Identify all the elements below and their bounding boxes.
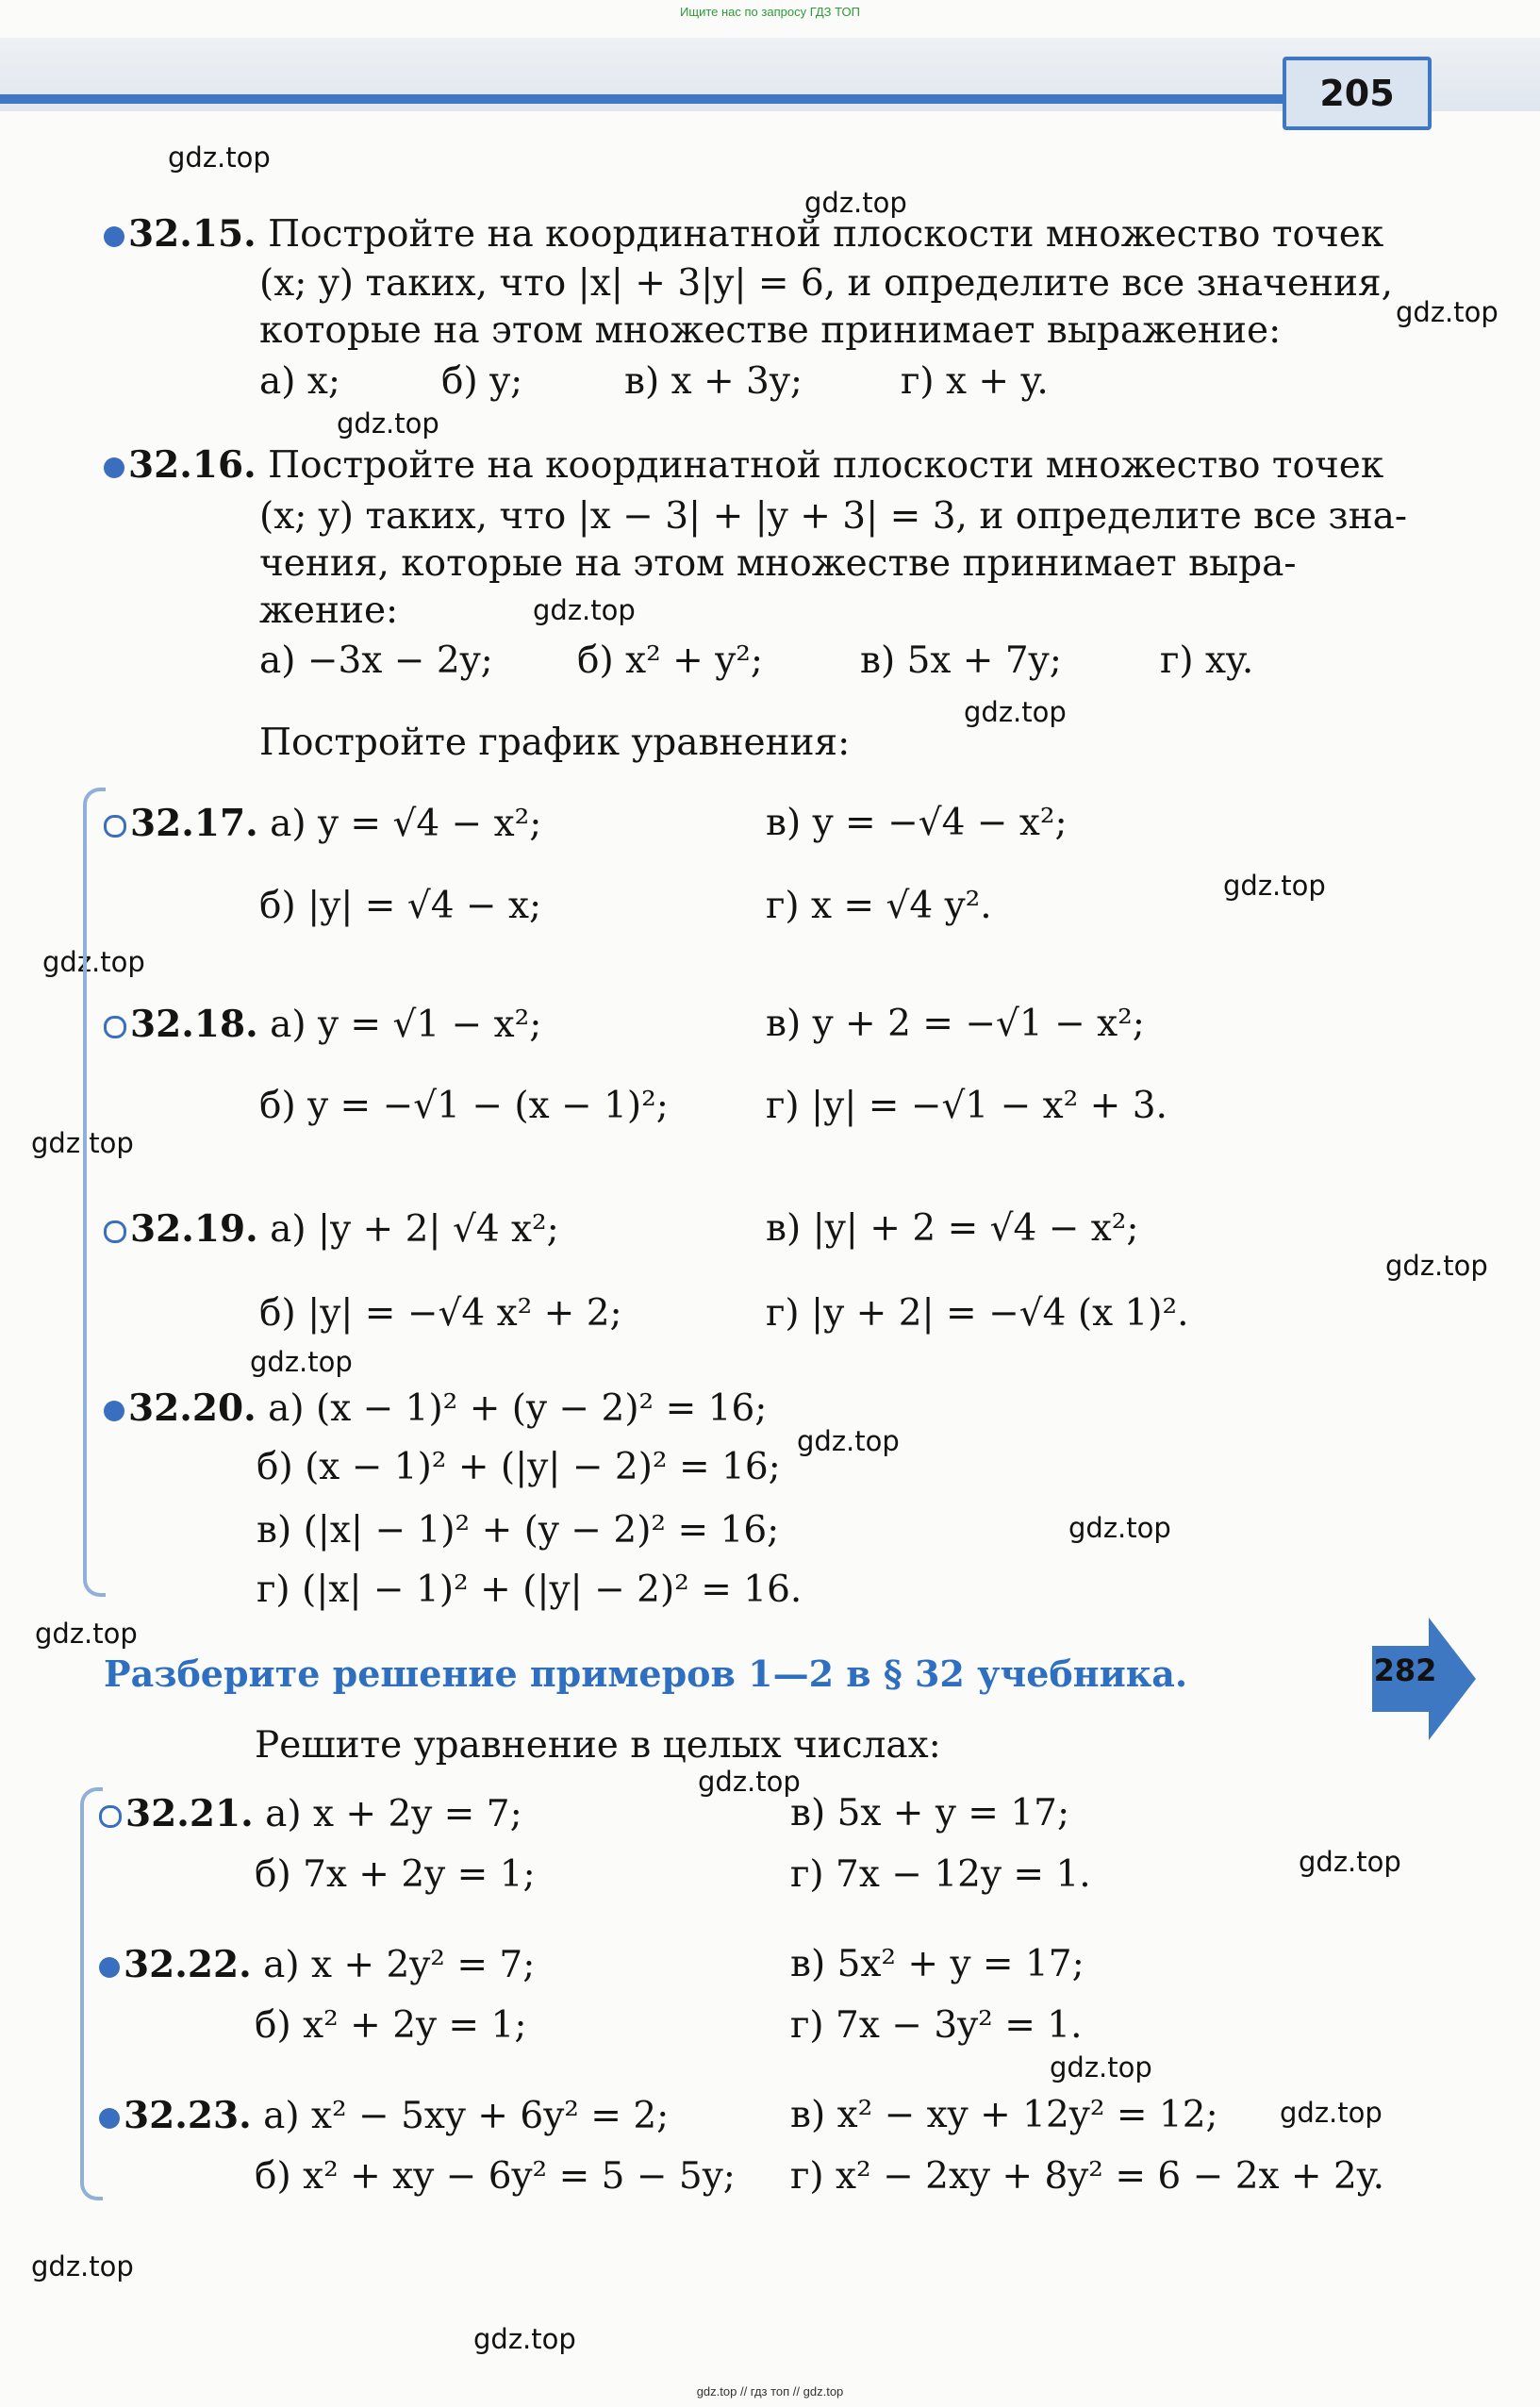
option-v: в) (|x| − 1)² + (y − 2)² = 16; bbox=[257, 1509, 780, 1552]
open-circle-icon bbox=[104, 1220, 126, 1243]
watermark: gdz.top bbox=[1299, 1846, 1401, 1878]
section-heading: Решите уравнение в целых числах: bbox=[255, 1724, 941, 1767]
option-b: б) (x − 1)² + (|y| − 2)² = 16; bbox=[257, 1446, 781, 1488]
watermark: gdz.top bbox=[964, 696, 1067, 728]
exercise-group-bracket bbox=[80, 1787, 103, 2200]
exercise-group-bracket bbox=[83, 788, 106, 1597]
open-circle-icon bbox=[104, 1016, 126, 1038]
problem-text: жение: bbox=[259, 589, 399, 632]
watermark: gdz.top bbox=[337, 407, 439, 440]
option-v: в) x² − xy + 12y² = 12; bbox=[790, 2094, 1218, 2136]
option-b: б) x² + y²; bbox=[577, 639, 763, 682]
open-circle-icon bbox=[99, 1805, 122, 1828]
option-b: б) y = −√1 − (x − 1)²; bbox=[259, 1085, 669, 1127]
option-g: г) 7x − 12y = 1. bbox=[790, 1853, 1091, 1896]
watermark: gdz.top bbox=[168, 141, 271, 174]
filled-dot-icon bbox=[104, 226, 124, 247]
option-a: а) x + 2y = 7; bbox=[265, 1793, 522, 1835]
option-g: г) |y| = −√1 − x² + 3. bbox=[766, 1085, 1167, 1127]
option-a: а) x; bbox=[259, 360, 340, 403]
problem-32-22-row-1 bbox=[99, 1943, 535, 1986]
problem-32-20-row-1 bbox=[104, 1386, 767, 1430]
problem-number: 32.22. bbox=[124, 1943, 252, 1986]
problem-number: 32.21. bbox=[125, 1792, 254, 1835]
filled-dot-icon bbox=[99, 2108, 120, 2129]
watermark: gdz.top bbox=[250, 1346, 353, 1378]
open-circle-icon bbox=[104, 815, 126, 838]
problem-32-17-row-1 bbox=[104, 802, 541, 845]
problem-32-16-line-1 bbox=[104, 443, 1383, 487]
option-b: б) |y| = −√4 x² + 2; bbox=[259, 1292, 622, 1335]
watermark: gdz.top bbox=[1223, 870, 1326, 902]
problem-text: (x; y) таких, что |x| + 3|y| = 6, и определите все значения, bbox=[259, 262, 1394, 305]
problem-number: 32.18. bbox=[130, 1003, 258, 1046]
option-a: а) |y + 2| √4 x²; bbox=[270, 1208, 559, 1251]
problem-number: 32.19. bbox=[130, 1207, 258, 1251]
watermark: gdz.top bbox=[31, 2250, 134, 2282]
problem-text: Постройте на координатной плоскости множество точек bbox=[268, 213, 1384, 256]
option-a: а) y = √1 − x²; bbox=[270, 1004, 542, 1046]
option-b: б) x² + 2y = 1; bbox=[255, 2004, 527, 2047]
problem-32-19-row-1 bbox=[104, 1207, 559, 1251]
option-a: а) (x − 1)² + (y − 2)² = 16; bbox=[268, 1387, 768, 1430]
top-note: Ищите нас по запросу ГДЗ ТОП bbox=[680, 5, 860, 19]
problem-number: 32.17. bbox=[130, 802, 258, 845]
filled-dot-icon bbox=[104, 1401, 124, 1421]
problem-text: Постройте на координатной плоскости множество точек bbox=[268, 444, 1384, 487]
watermark: gdz.top bbox=[1068, 1512, 1171, 1544]
watermark: gdz.top bbox=[42, 946, 145, 978]
problem-number: 32.16. bbox=[128, 443, 257, 487]
watermark: gdz.top bbox=[1050, 2051, 1152, 2083]
watermark: gdz.top bbox=[473, 2323, 576, 2355]
section-heading-blue: Разберите решение примеров 1—2 в § 32 учебника. bbox=[104, 1652, 1188, 1695]
problem-text: (x; y) таких, что |x − 3| + |y + 3| = 3, и определите все зна- bbox=[259, 495, 1408, 538]
option-g: г) |y + 2| = −√4 (x 1)². bbox=[766, 1292, 1189, 1335]
watermark: gdz.top bbox=[533, 594, 636, 626]
page-number: 205 bbox=[1283, 57, 1432, 130]
section-heading: Постройте график уравнения: bbox=[259, 722, 851, 764]
option-v: в) y = −√4 − x²; bbox=[766, 802, 1068, 844]
header-rule bbox=[0, 94, 1320, 104]
option-b: б) 7x + 2y = 1; bbox=[255, 1853, 536, 1896]
option-g: г) xy. bbox=[1160, 639, 1254, 682]
bottom-note: gdz.top // гдз топ // gdz.top bbox=[696, 2384, 844, 2399]
option-a: а) y = √4 − x²; bbox=[270, 803, 542, 845]
option-b: б) |y| = √4 − x; bbox=[259, 885, 542, 927]
option-v: в) 5x² + y = 17; bbox=[790, 1943, 1085, 1985]
watermark: gdz.top bbox=[1280, 2097, 1383, 2129]
option-a: а) x + 2y² = 7; bbox=[263, 1944, 536, 1986]
filled-dot-icon bbox=[99, 1957, 120, 1978]
problem-32-23-row-1 bbox=[99, 2094, 669, 2137]
watermark: gdz.top bbox=[1396, 296, 1499, 328]
option-v: в) 5x + y = 17; bbox=[790, 1792, 1070, 1834]
problem-number: 32.23. bbox=[124, 2094, 252, 2137]
problem-text: чения, которые на этом множестве принимает выра- bbox=[259, 542, 1297, 585]
option-g: г) 7x − 3y² = 1. bbox=[790, 2004, 1083, 2047]
problem-text: которые на этом множестве принимает выражение: bbox=[259, 309, 1282, 352]
option-g: г) x² − 2xy + 8y² = 6 − 2x + 2y. bbox=[790, 2155, 1385, 2198]
problem-number: 32.20. bbox=[128, 1386, 257, 1430]
problem-number: 32.15. bbox=[128, 212, 257, 256]
problem-32-18-row-1 bbox=[104, 1003, 541, 1046]
watermark: gdz.top bbox=[797, 1425, 900, 1457]
option-g: г) x = √4 y². bbox=[766, 885, 992, 927]
option-v: в) |y| + 2 = √4 − x²; bbox=[766, 1207, 1139, 1250]
option-v: в) 5x + 7y; bbox=[860, 639, 1062, 682]
option-a: а) x² − 5xy + 6y² = 2; bbox=[263, 2095, 670, 2137]
option-v: в) x + 3y; bbox=[624, 360, 803, 403]
filled-dot-icon bbox=[104, 457, 124, 478]
watermark: gdz.top bbox=[804, 187, 907, 219]
option-v: в) y + 2 = −√1 − x²; bbox=[766, 1003, 1145, 1045]
watermark: gdz.top bbox=[31, 1127, 134, 1159]
option-b: б) y; bbox=[441, 360, 523, 403]
watermark: gdz.top bbox=[698, 1766, 801, 1798]
option-a: а) −3x − 2y; bbox=[259, 639, 493, 682]
problem-32-15-line-1 bbox=[104, 212, 1383, 256]
watermark: gdz.top bbox=[35, 1618, 138, 1650]
page-reference-label[interactable]: 282 bbox=[1373, 1652, 1437, 1688]
option-g: г) (|x| − 1)² + (|y| − 2)² = 16. bbox=[257, 1569, 803, 1611]
option-b: б) x² + xy − 6y² = 5 − 5y; bbox=[255, 2155, 736, 2198]
problem-32-21-row-1 bbox=[99, 1792, 522, 1835]
option-g: г) x + y. bbox=[901, 360, 1049, 403]
watermark: gdz.top bbox=[1385, 1250, 1488, 1282]
